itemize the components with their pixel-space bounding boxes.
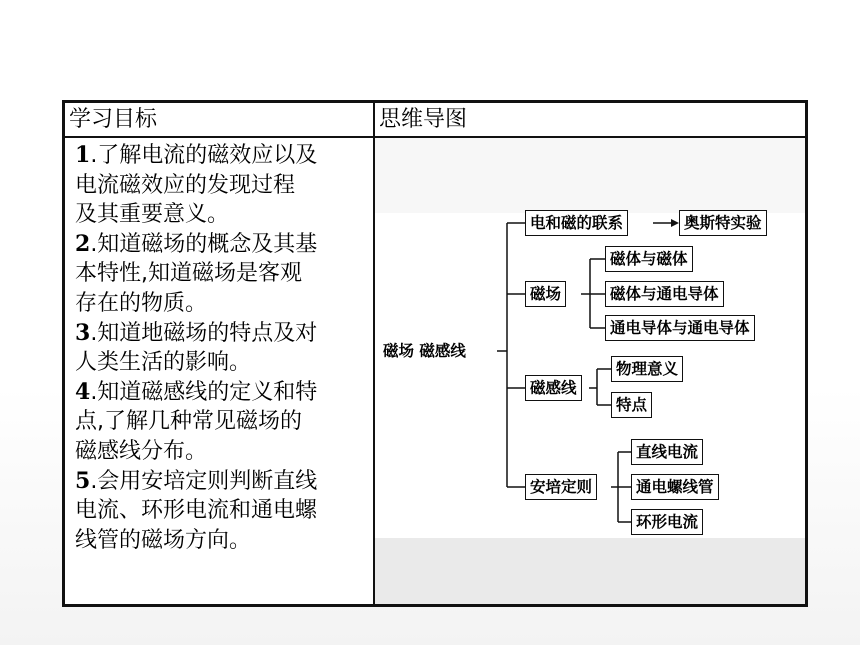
branch-magnetic-field: 磁场 [525, 281, 566, 307]
goal-3-line-1: 3.知道地磁场的特点及对 [75, 319, 318, 346]
leaf-magnet-conductor: 磁体与通电导体 [605, 281, 724, 307]
right-cell-top-blank [375, 138, 805, 213]
leaf-straight-current: 直线电流 [631, 439, 703, 465]
right-cell-bottom-blank [375, 538, 805, 604]
mind-map [375, 213, 805, 538]
leaf-solenoid: 通电螺线管 [631, 474, 719, 500]
leaf-ring-current: 环形电流 [631, 509, 703, 535]
branch-ampere-rule: 安培定则 [525, 474, 597, 500]
goal-2-line-1: 2.知道磁场的概念及其基 [75, 230, 318, 257]
goal-5-line-1: 5.会用安培定则判断直线 [75, 467, 318, 494]
branch-electricity-magnetism: 电和磁的联系 [525, 210, 628, 236]
goal-2-line-3: 存在的物质。 [75, 290, 208, 316]
goal-1-line-3: 及其重要意义。 [75, 202, 230, 228]
objectives-table [62, 100, 808, 607]
goal-4-line-3: 磁感线分布。 [75, 438, 208, 464]
root-node: 磁场 磁感线 [383, 339, 466, 363]
header-divider [65, 136, 805, 138]
leaf-oersted-experiment: 奥斯特实验 [679, 210, 767, 236]
header-learning-goals: 学习目标 [69, 107, 158, 132]
goal-1-line-1: 1.了解电流的磁效应以及 [75, 142, 318, 168]
header-mind-map: 思维导图 [379, 107, 468, 132]
goal-2-line-2: 本特性,知道磁场是客观 [75, 261, 302, 287]
goal-1-line-2: 电流磁效应的发现过程 [75, 172, 296, 198]
leaf-physical-meaning: 物理意义 [611, 356, 683, 382]
goal-5-line-3: 线管的磁场方向。 [75, 527, 252, 553]
goal-5-line-2: 电流、环形电流和通电螺 [75, 498, 318, 524]
leaf-magnet-magnet: 磁体与磁体 [605, 246, 693, 272]
branch-field-lines: 磁感线 [525, 375, 582, 401]
goal-4-line-2: 点,了解几种常见磁场的 [75, 409, 302, 435]
leaf-conductor-conductor: 通电导体与通电导体 [605, 315, 755, 341]
learning-goals-list [75, 141, 370, 555]
goal-3-line-2: 人类生活的影响。 [75, 350, 252, 376]
goal-4-line-1: 4.知道磁感线的定义和特 [75, 378, 318, 405]
leaf-characteristics: 特点 [611, 392, 652, 418]
